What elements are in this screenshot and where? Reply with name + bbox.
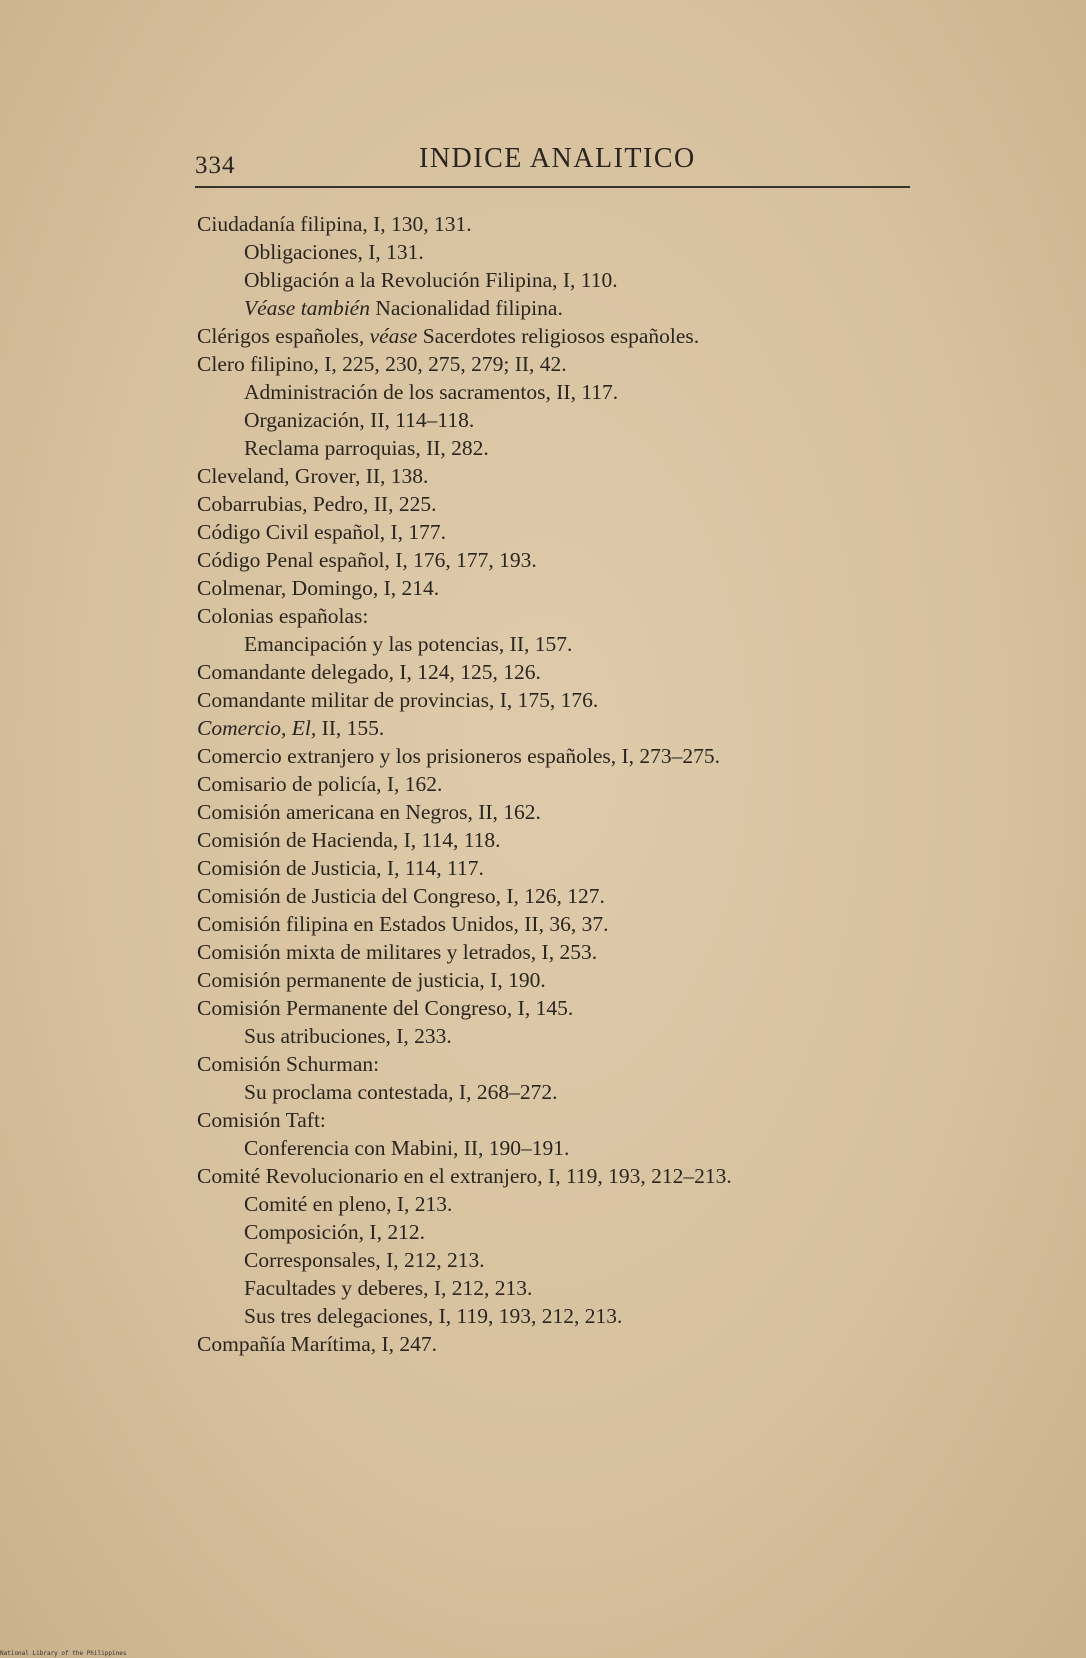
index-subentry	[197, 266, 917, 294]
entry-text: Composición, I, 212.	[244, 1220, 425, 1244]
entry-text: Comercio, El,	[197, 716, 317, 740]
footer-credit: National Library of the Philippines	[0, 1650, 127, 1657]
index-entry	[197, 462, 917, 490]
index-entry	[197, 1162, 917, 1190]
index-entry	[197, 798, 917, 826]
entry-text: Comisión de Justicia del Congreso, I, 126, 127.	[197, 884, 605, 908]
index-entry	[197, 994, 917, 1022]
index-entry	[197, 350, 917, 378]
index-entry	[197, 686, 917, 714]
index-subentry	[197, 1274, 917, 1302]
entry-text: Corresponsales, I, 212, 213.	[244, 1248, 485, 1272]
index-entry	[197, 854, 917, 882]
index-subentry	[197, 406, 917, 434]
index-subentry	[197, 1190, 917, 1218]
page-header	[195, 140, 910, 180]
index-entry	[197, 602, 917, 630]
entry-text: Comisión mixta de militares y letrados, I, 253.	[197, 940, 598, 964]
index-entry	[197, 966, 917, 994]
index-entry	[197, 1050, 917, 1078]
entry-text: Cobarrubias, Pedro, II, 225.	[197, 492, 437, 516]
entry-text: Comisión permanente de justicia, I, 190.	[197, 968, 546, 992]
entry-text: Sacerdotes religiosos españoles.	[417, 324, 700, 348]
index-entry	[197, 770, 917, 798]
entry-text: Comisión Taft:	[197, 1108, 326, 1132]
index-entry	[197, 938, 917, 966]
index-entry	[197, 322, 917, 350]
index-entry	[197, 490, 917, 518]
index-entry	[197, 1106, 917, 1134]
entry-text: Comisión Permanente del Congreso, I, 145.	[197, 996, 574, 1020]
index-entry	[197, 826, 917, 854]
entry-text: Véase también	[244, 296, 370, 320]
entry-text: Reclama parroquias, II, 282.	[244, 436, 489, 460]
index-subentry	[197, 1022, 917, 1050]
entry-text: Comisión de Hacienda, I, 114, 118.	[197, 828, 501, 852]
entry-text: II, 155.	[316, 716, 385, 740]
index-subentry	[197, 1246, 917, 1274]
entry-text: Comisión Schurman:	[197, 1052, 380, 1076]
index-subentry	[197, 294, 917, 322]
index-subentry	[197, 434, 917, 462]
entry-text: véase	[369, 324, 418, 348]
entry-text: Código Penal español, I, 176, 177, 193.	[197, 548, 537, 572]
entry-text: Comisario de policía, I, 162.	[197, 772, 443, 796]
entry-text: Su proclama contestada, I, 268–272.	[244, 1080, 558, 1104]
entry-text: Comisión filipina en Estados Unidos, II, 36, 37.	[197, 912, 609, 936]
entry-text: Comandante delegado, I, 124, 125, 126.	[197, 660, 541, 684]
index-subentry	[197, 378, 917, 406]
entry-text: Comité Revolucionario en el extranjero, I, 119, 193, 212–213.	[197, 1164, 732, 1188]
entry-text: Administración de los sacramentos, II, 117.	[244, 380, 619, 404]
entry-text: Emancipación y las potencias, II, 157.	[244, 632, 573, 656]
page-number: 334	[195, 152, 236, 179]
index-subentry	[197, 1134, 917, 1162]
index-entry	[197, 210, 917, 238]
index-entry	[197, 546, 917, 574]
entry-text: Colmenar, Domingo, I, 214.	[197, 576, 440, 600]
index-entry	[197, 742, 917, 770]
index-entry	[197, 574, 917, 602]
entry-text: Ciudadanía filipina, I, 130, 131.	[197, 212, 472, 236]
entry-text: Conferencia con Mabini, II, 190–191.	[244, 1136, 570, 1160]
header-rule	[195, 186, 910, 188]
entry-text: Comandante militar de provincias, I, 175, 176.	[197, 688, 599, 712]
entry-text: Obligación a la Revolución Filipina, I, 110.	[244, 268, 618, 292]
entry-text: Sus atribuciones, I, 233.	[244, 1024, 452, 1048]
index-entry	[197, 882, 917, 910]
entry-text: Colonias españolas:	[197, 604, 369, 628]
index-entry	[197, 910, 917, 938]
index-entry	[197, 714, 917, 742]
entry-text: Comité en pleno, I, 213.	[244, 1192, 453, 1216]
entry-text: Comisión americana en Negros, II, 162.	[197, 800, 541, 824]
entry-text: Cleveland, Grover, II, 138.	[197, 464, 429, 488]
entry-text: Clérigos españoles,	[197, 324, 370, 348]
entry-text: Clero filipino, I, 225, 230, 275, 279; II, 42.	[197, 352, 567, 376]
index-subentry	[197, 1302, 917, 1330]
entry-text: Organización, II, 114–118.	[244, 408, 475, 432]
entry-text: Compañía Marítima, I, 247.	[197, 1332, 438, 1356]
index-subentry	[197, 238, 917, 266]
entry-text: Código Civil español, I, 177.	[197, 520, 447, 544]
index-entries	[197, 210, 917, 1358]
entry-text: Facultades y deberes, I, 212, 213.	[244, 1276, 533, 1300]
entry-text: Comisión de Justicia, I, 114, 117.	[197, 856, 484, 880]
index-entry	[197, 518, 917, 546]
index-entry	[197, 658, 917, 686]
index-entry	[197, 1330, 917, 1358]
entry-text: Sus tres delegaciones, I, 119, 193, 212, 213.	[244, 1304, 623, 1328]
index-subentry	[197, 630, 917, 658]
running-title: INDICE ANALITICO	[419, 143, 696, 174]
index-subentry	[197, 1078, 917, 1106]
index-subentry	[197, 1218, 917, 1246]
entry-text: Obligaciones, I, 131.	[244, 240, 424, 264]
entry-text: Comercio extranjero y los prisioneros españoles, I, 273–275.	[197, 744, 721, 768]
entry-text: Nacionalidad filipina.	[369, 296, 563, 320]
